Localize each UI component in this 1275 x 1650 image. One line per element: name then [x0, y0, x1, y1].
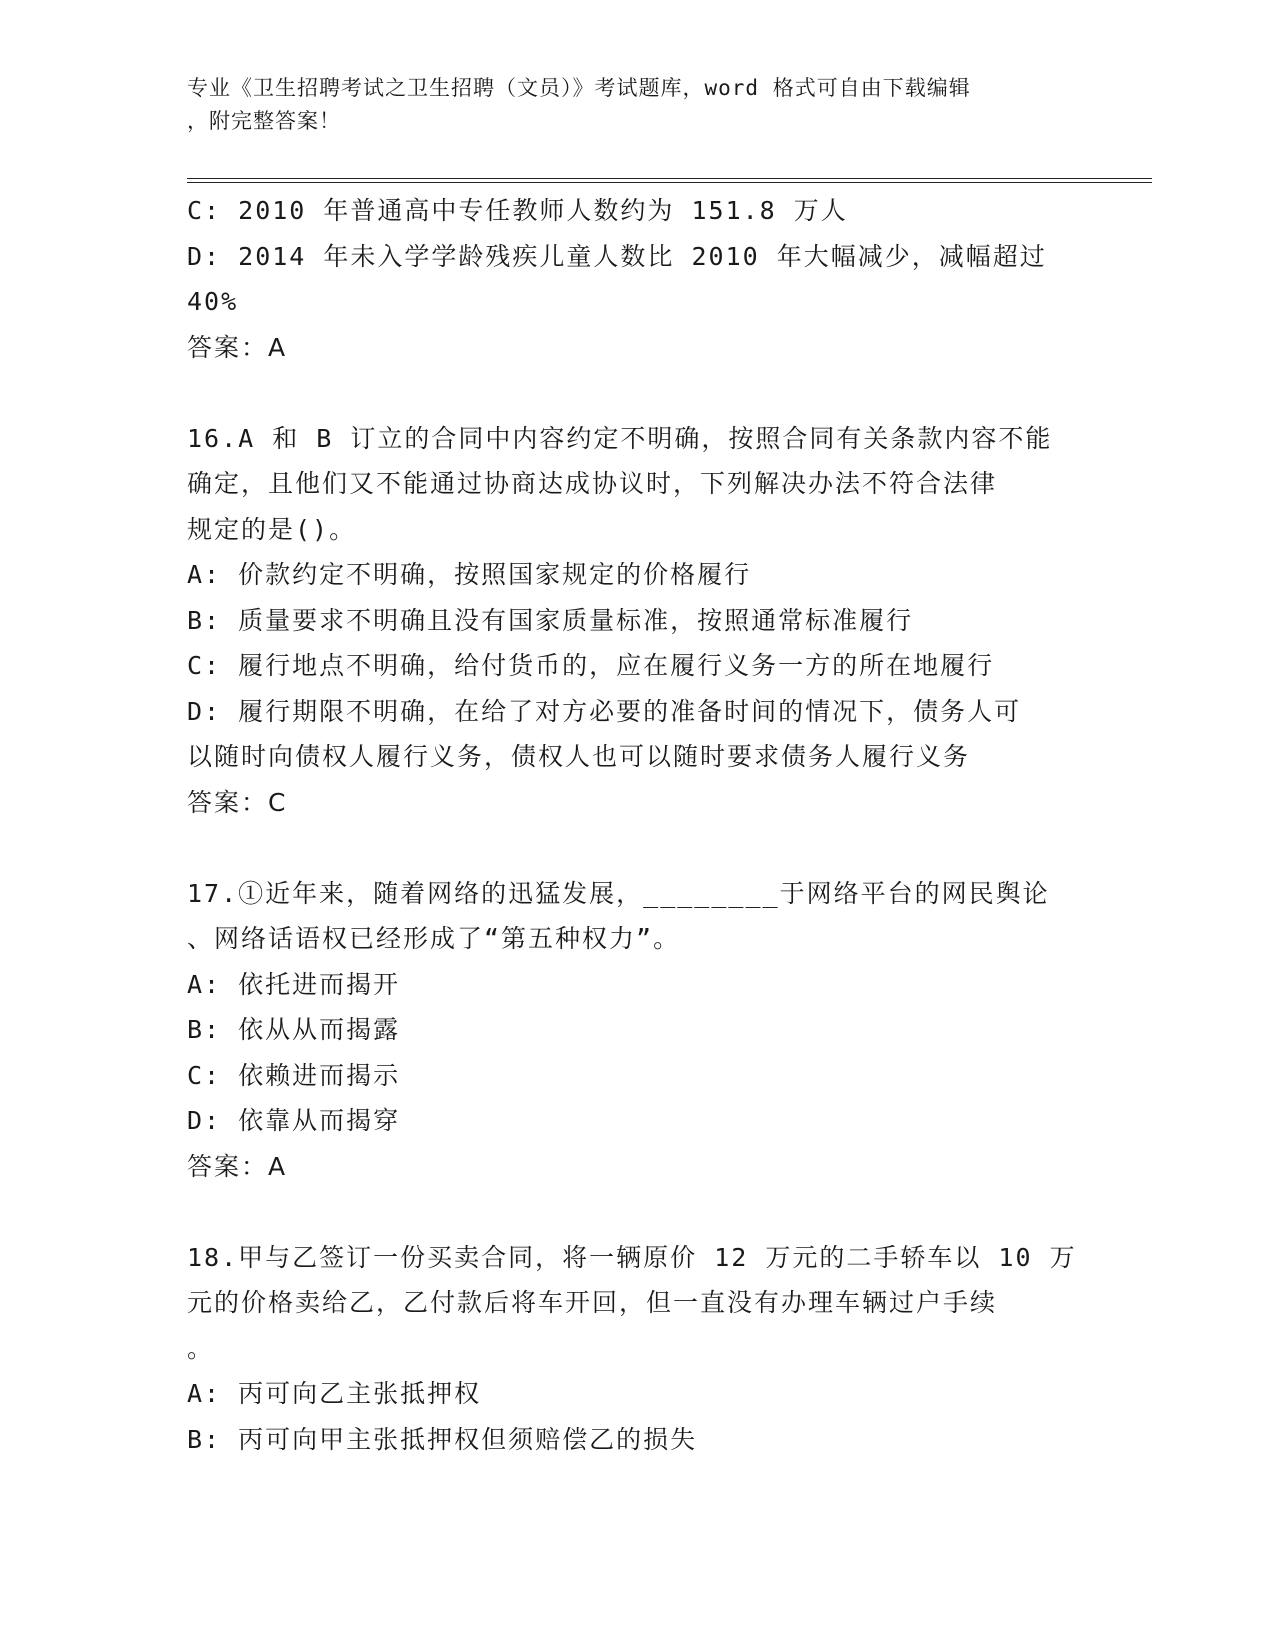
- q16-stem-line-3: 规定的是()。: [187, 514, 357, 544]
- q15-option-d-line-2: 40%: [187, 287, 239, 316]
- question-18: [187, 1235, 1087, 1463]
- header-line-1: 专业《卫生招聘考试之卫生招聘（文员）》考试题库，word 格式可自由下载编辑: [187, 76, 971, 100]
- q16-option-d-line-1: D: 履行期限不明确，在给了对方必要的准备时间的情况下，债务人可: [187, 696, 1022, 726]
- question-17: [187, 871, 1087, 1190]
- header-divider-bottom: [187, 182, 1152, 183]
- question-list: [187, 188, 1087, 1462]
- q18-stem-line-2: 元的价格卖给乙，乙付款后将车开回，但一直没有办理车辆过户手续: [187, 1288, 998, 1317]
- q16-stem-line-2: 确定，且他们又不能通过协商达成协议时，下列解决办法不符合法律: [187, 469, 998, 498]
- spacer: [187, 370, 1087, 416]
- header-divider-top: [187, 178, 1152, 179]
- q18-option-b: B: 丙可向甲主张抵押权但须赔偿乙的损失: [187, 1424, 698, 1454]
- q17-option-b: B: 依从从而揭露: [187, 1015, 401, 1044]
- q17-option-d: D: 依靠从而揭穿: [187, 1106, 401, 1135]
- q17-option-a: A: 依托进而揭开: [187, 969, 401, 999]
- q17-answer: 答案：A: [187, 1151, 288, 1181]
- q16-stem-line-1: 16.A 和 B 订立的合同中内容约定不明确，按照合同有关条款内容不能: [187, 423, 1053, 453]
- document-header: [187, 72, 1087, 138]
- q16-option-c: C: 履行地点不明确，给付货币的，应在履行义务一方的所在地履行: [187, 651, 995, 680]
- q18-option-a: A: 丙可向乙主张抵押权: [187, 1379, 482, 1408]
- q15-option-d-line-1: D: 2014 年未入学学龄残疾儿童人数比 2010 年大幅减少，减幅超过: [187, 241, 1047, 271]
- question-15-tail: [187, 188, 1087, 370]
- q17-stem-line-2: 、网络话语权已经形成了“第五种权力”。: [187, 924, 681, 953]
- spacer: [187, 825, 1087, 871]
- q17-option-c: C: 依赖进而揭示: [187, 1060, 401, 1090]
- q16-answer: 答案：C: [187, 787, 288, 817]
- q16-option-b: B: 质量要求不明确且没有国家质量标准，按照通常标准履行: [187, 605, 914, 635]
- question-16: [187, 416, 1087, 826]
- q17-stem-line-1: 17.①近年来，随着网络的迅猛发展，________于网络平台的网民舆论: [187, 878, 1050, 908]
- q15-answer: 答案：A: [187, 332, 288, 362]
- q18-stem-line-1: 18.甲与乙签订一份买卖合同，将一辆原价 12 万元的二手轿车以 10 万: [187, 1242, 1077, 1272]
- spacer: [187, 1189, 1087, 1235]
- q16-option-a: A: 价款约定不明确，按照国家规定的价格履行: [187, 560, 752, 589]
- header-line-2: ，附完整答案！: [187, 109, 341, 133]
- q18-stem-line-3: 。: [187, 1333, 215, 1363]
- q15-option-c: C: 2010 年普通高中专任教师人数约为 151.8 万人: [187, 196, 848, 225]
- q16-option-d-line-2: 以随时向债权人履行义务，债权人也可以随时要求债务人履行义务: [187, 742, 971, 771]
